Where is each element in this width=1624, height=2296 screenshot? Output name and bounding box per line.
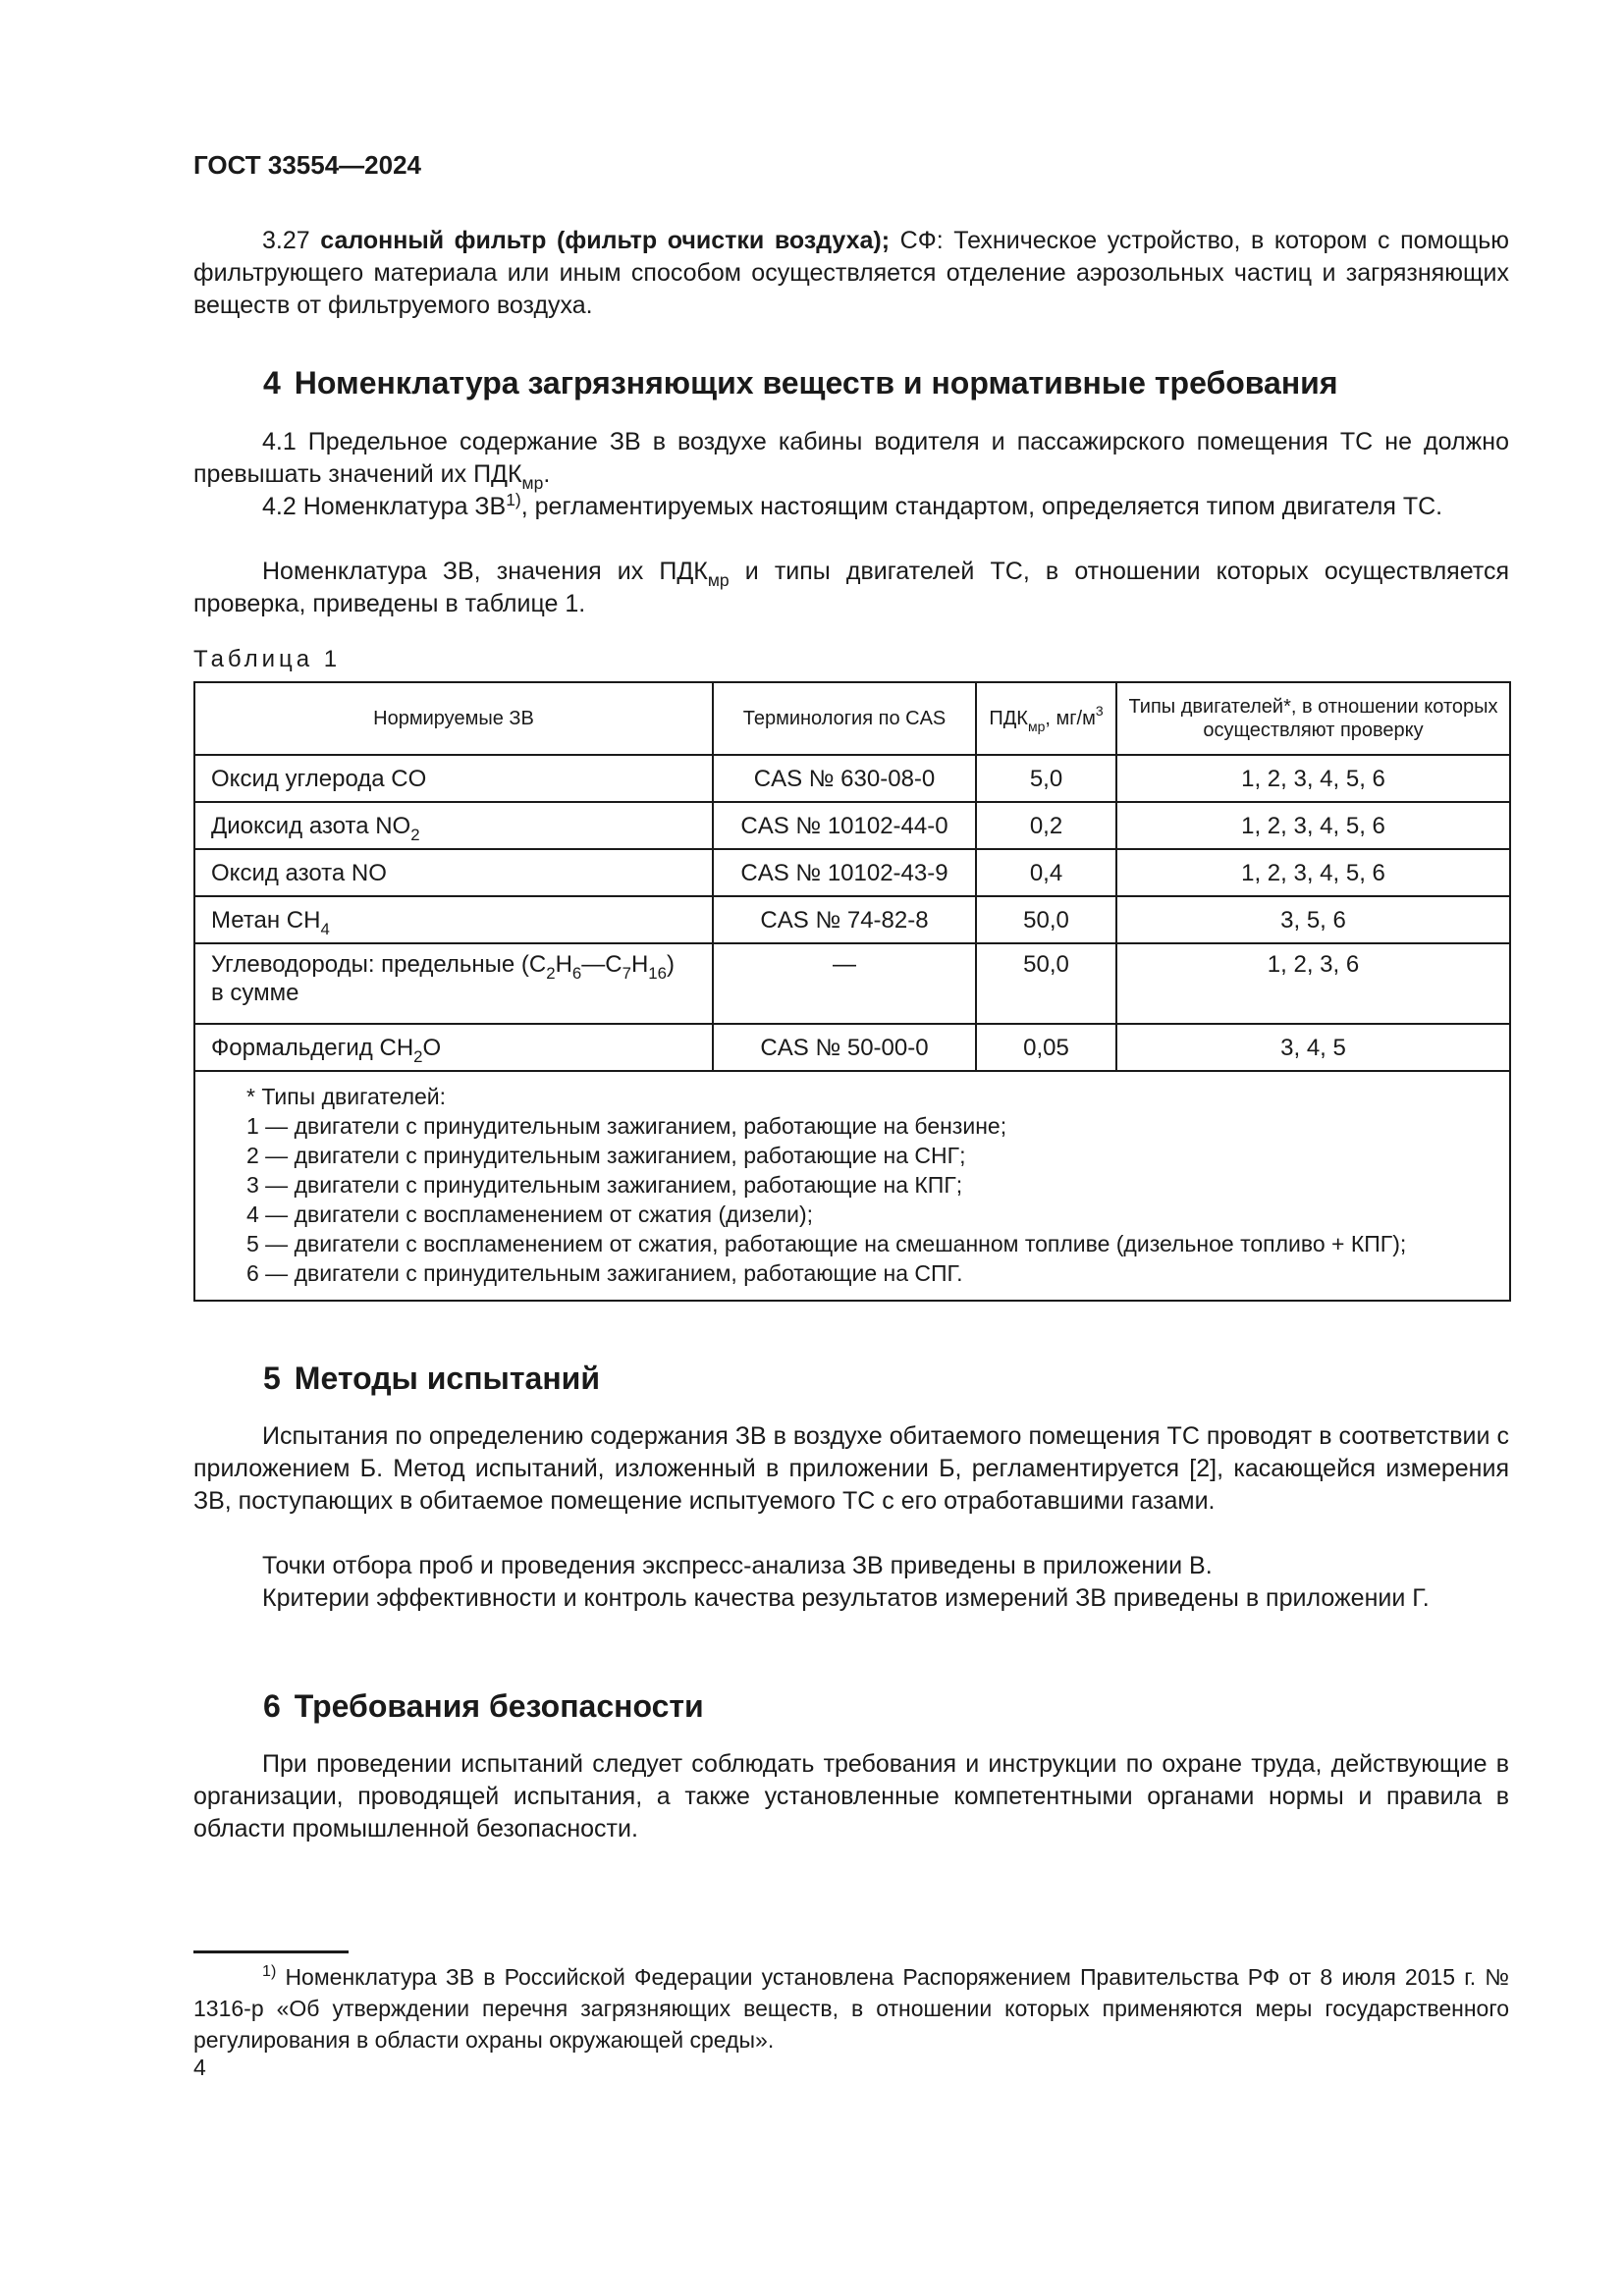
- note-line: * Типы двигателей:: [246, 1084, 447, 1109]
- pollutant-text: Формальдегид CH: [211, 1034, 414, 1061]
- paragraph-text: и типы двигателей ТС, в отношении которых осуществляется проверка, приведены в таблице 1.: [193, 558, 1509, 617]
- paragraph-4-1: [193, 426, 1509, 491]
- section-title: Номенклатура загрязняющих веществ и нормативные требования: [294, 365, 1338, 400]
- definition-text: СФ: Техническое устройство, в котором с помощью фильтрующего материала или иным способом осуществляется отделение аэрозольных частиц и загрязняющих веществ от фильтруемого воздуха.: [193, 227, 1509, 319]
- table-header-row: [194, 682, 1510, 755]
- pollutant-text: H: [630, 951, 649, 978]
- cell-pdk: 50,0: [976, 943, 1116, 1024]
- cell-pdk: 0,2: [976, 802, 1116, 849]
- subscript: 4: [320, 919, 330, 938]
- definition-number: 3.27: [262, 227, 310, 254]
- pollutant-text: Метан CH: [211, 906, 321, 934]
- footnote: [193, 1961, 1509, 2056]
- cell-cas: CAS № 50-00-0: [713, 1024, 976, 1071]
- note-line: 1 — двигатели с принудительным зажиганием, работающие на бензине;: [246, 1113, 1007, 1139]
- cell-cas: CAS № 10102-44-0: [713, 802, 976, 849]
- cell-engine-types: 3, 4, 5: [1116, 1024, 1510, 1071]
- cell-engine-types: 1, 2, 3, 4, 5, 6: [1116, 802, 1510, 849]
- table-caption: Таблица 1: [193, 646, 342, 672]
- header-pollutant: Нормируемые ЗВ: [194, 682, 713, 755]
- note-line: 6 — двигатели с принудительным зажиганием, работающие на СПГ.: [246, 1260, 963, 1286]
- cell-pollutant: [194, 943, 713, 1024]
- cell-pollutant: [194, 802, 713, 849]
- page-number: 4: [193, 2055, 206, 2080]
- note-line: 5 — двигатели с воспламенением от сжатия, работающие на смешанном топливе (дизельное топливо + КПГ);: [246, 1231, 1407, 1256]
- subscript: 6: [571, 964, 582, 983]
- paragraph-5-2: Точки отбора проб и проведения экспресс-анализа ЗВ приведены в приложении В.: [262, 1552, 1213, 1579]
- paragraph-text: Номенклатура ЗВ, значения их ПДК: [262, 558, 708, 585]
- pollutants-table: [193, 681, 1511, 1302]
- subscript: мр: [521, 473, 544, 493]
- pollutant-text: —C: [581, 951, 623, 978]
- cell-engine-types: 1, 2, 3, 4, 5, 6: [1116, 849, 1510, 896]
- pollutant-text: ): [666, 951, 675, 978]
- header-pdk-unit: , мг/м: [1045, 708, 1096, 729]
- pollutant-text: Углеводороды: предельные (C: [211, 951, 547, 978]
- pollutant-text: Диоксид азота NO: [211, 812, 411, 839]
- footnote-text: Номенклатура ЗВ в Российской Федерации установлена Распоряжением Правительства РФ от 8 июля 2015 г. № 1316-р «Об утверждении перечня загрязняющих веществ, в отношении которых применяются меры государственного регулирования в области охраны окружающей среды».: [193, 1964, 1509, 2053]
- section-6-heading: [263, 1686, 704, 1726]
- definition-term: салонный фильтр (фильтр очистки воздуха);: [320, 227, 891, 254]
- document-header: ГОСТ 33554—2024: [193, 150, 421, 180]
- cell-cas: CAS № 10102-43-9: [713, 849, 976, 896]
- section-number: 4: [263, 365, 281, 400]
- paragraph-5-1: Испытания по определению содержания ЗВ в воздухе обитаемого помещения ТС проводят в соответствии с приложением Б. Метод испытаний, изложенный в приложении Б, регламентируется [2], касающейся измерения ЗВ, поступающих в обитаемое помещение испытуемого ТС с его отработавшими газами.: [193, 1422, 1509, 1515]
- paragraph-4-2: [193, 491, 1509, 523]
- subscript: 2: [546, 964, 556, 983]
- header-pdk: [976, 682, 1116, 755]
- pollutant-text: в сумме: [211, 980, 299, 1006]
- note-line: 3 — двигатели с принудительным зажиганием, работающие на КПГ;: [246, 1172, 963, 1198]
- subscript: 7: [622, 964, 631, 983]
- section-number: 5: [263, 1361, 281, 1396]
- paragraph-text: , регламентируемых настоящим стандартом, определяется типом двигателя ТС.: [520, 493, 1443, 520]
- table-row: [194, 896, 1510, 943]
- table-notes-row: [194, 1071, 1510, 1301]
- cell-pollutant: Оксид углерода CO: [194, 755, 713, 802]
- footnote-ref[interactable]: 1): [506, 490, 521, 509]
- table-row: [194, 755, 1510, 802]
- paragraph-text: 4.1 Предельное содержание ЗВ в воздухе кабины водителя и пассажирского помещения ТС не должно превышать значений их ПДК: [193, 428, 1509, 488]
- header-engine-types: Типы двигателей*, в отношении которых осуществляют проверку: [1116, 682, 1510, 755]
- note-line: 4 — двигатели с воспламенением от сжатия (дизели);: [246, 1201, 814, 1227]
- paragraph-5-3: Критерии эффективности и контроль качества результатов измерений ЗВ приведены в приложении Г.: [262, 1584, 1430, 1612]
- table-row: [194, 943, 1510, 1024]
- cell-cas: —: [713, 943, 976, 1024]
- cell-pollutant: [194, 896, 713, 943]
- cell-pdk: 0,05: [976, 1024, 1116, 1071]
- superscript: 3: [1095, 703, 1104, 719]
- footnote-mark: 1): [262, 1962, 277, 1980]
- section-5-heading: [263, 1359, 600, 1398]
- table-notes: [194, 1071, 1510, 1301]
- section-title: Методы испытаний: [294, 1361, 600, 1396]
- cell-cas: CAS № 74-82-8: [713, 896, 976, 943]
- paragraph-end: .: [543, 460, 551, 488]
- section-4-heading: [263, 363, 1337, 402]
- paragraph-6-1: При проведении испытаний следует соблюдать требования и инструкции по охране труда, действующие в организации, проводящей испытания, а также установленные компетентными органами нормы и правила в области промышленной безопасности.: [193, 1750, 1509, 1842]
- cell-engine-types: 1, 2, 3, 4, 5, 6: [1116, 755, 1510, 802]
- table-row: [194, 849, 1510, 896]
- subscript: мр: [707, 570, 730, 590]
- cell-pollutant: [194, 1024, 713, 1071]
- table-row: [194, 802, 1510, 849]
- subscript: 2: [413, 1046, 423, 1066]
- table-row: [194, 1024, 1510, 1071]
- subscript: 2: [410, 825, 420, 844]
- cell-engine-types: 3, 5, 6: [1116, 896, 1510, 943]
- section-title: Требования безопасности: [294, 1688, 704, 1724]
- pollutant-text: H: [555, 951, 572, 978]
- header-pdk-text: ПДК: [989, 708, 1028, 729]
- header-cas: Терминология по CAS: [713, 682, 976, 755]
- cell-pdk: 5,0: [976, 755, 1116, 802]
- section-number: 6: [263, 1688, 281, 1724]
- cell-pollutant: Оксид азота NO: [194, 849, 713, 896]
- subscript: 16: [648, 964, 667, 983]
- note-line: 2 — двигатели с принудительным зажиганием, работающие на СНГ;: [246, 1143, 966, 1168]
- cell-engine-types: 1, 2, 3, 6: [1116, 943, 1510, 1024]
- subscript: мр: [1027, 719, 1046, 734]
- paragraph-text: 4.2 Номенклатура ЗВ: [262, 493, 507, 520]
- cell-pdk: 50,0: [976, 896, 1116, 943]
- definition-3-27: [193, 225, 1509, 322]
- pollutant-text: O: [422, 1034, 442, 1061]
- cell-cas: CAS № 630-08-0: [713, 755, 976, 802]
- paragraph-4-2-table-ref: [193, 556, 1509, 620]
- footnote-separator: [193, 1950, 349, 1953]
- cell-pdk: 0,4: [976, 849, 1116, 896]
